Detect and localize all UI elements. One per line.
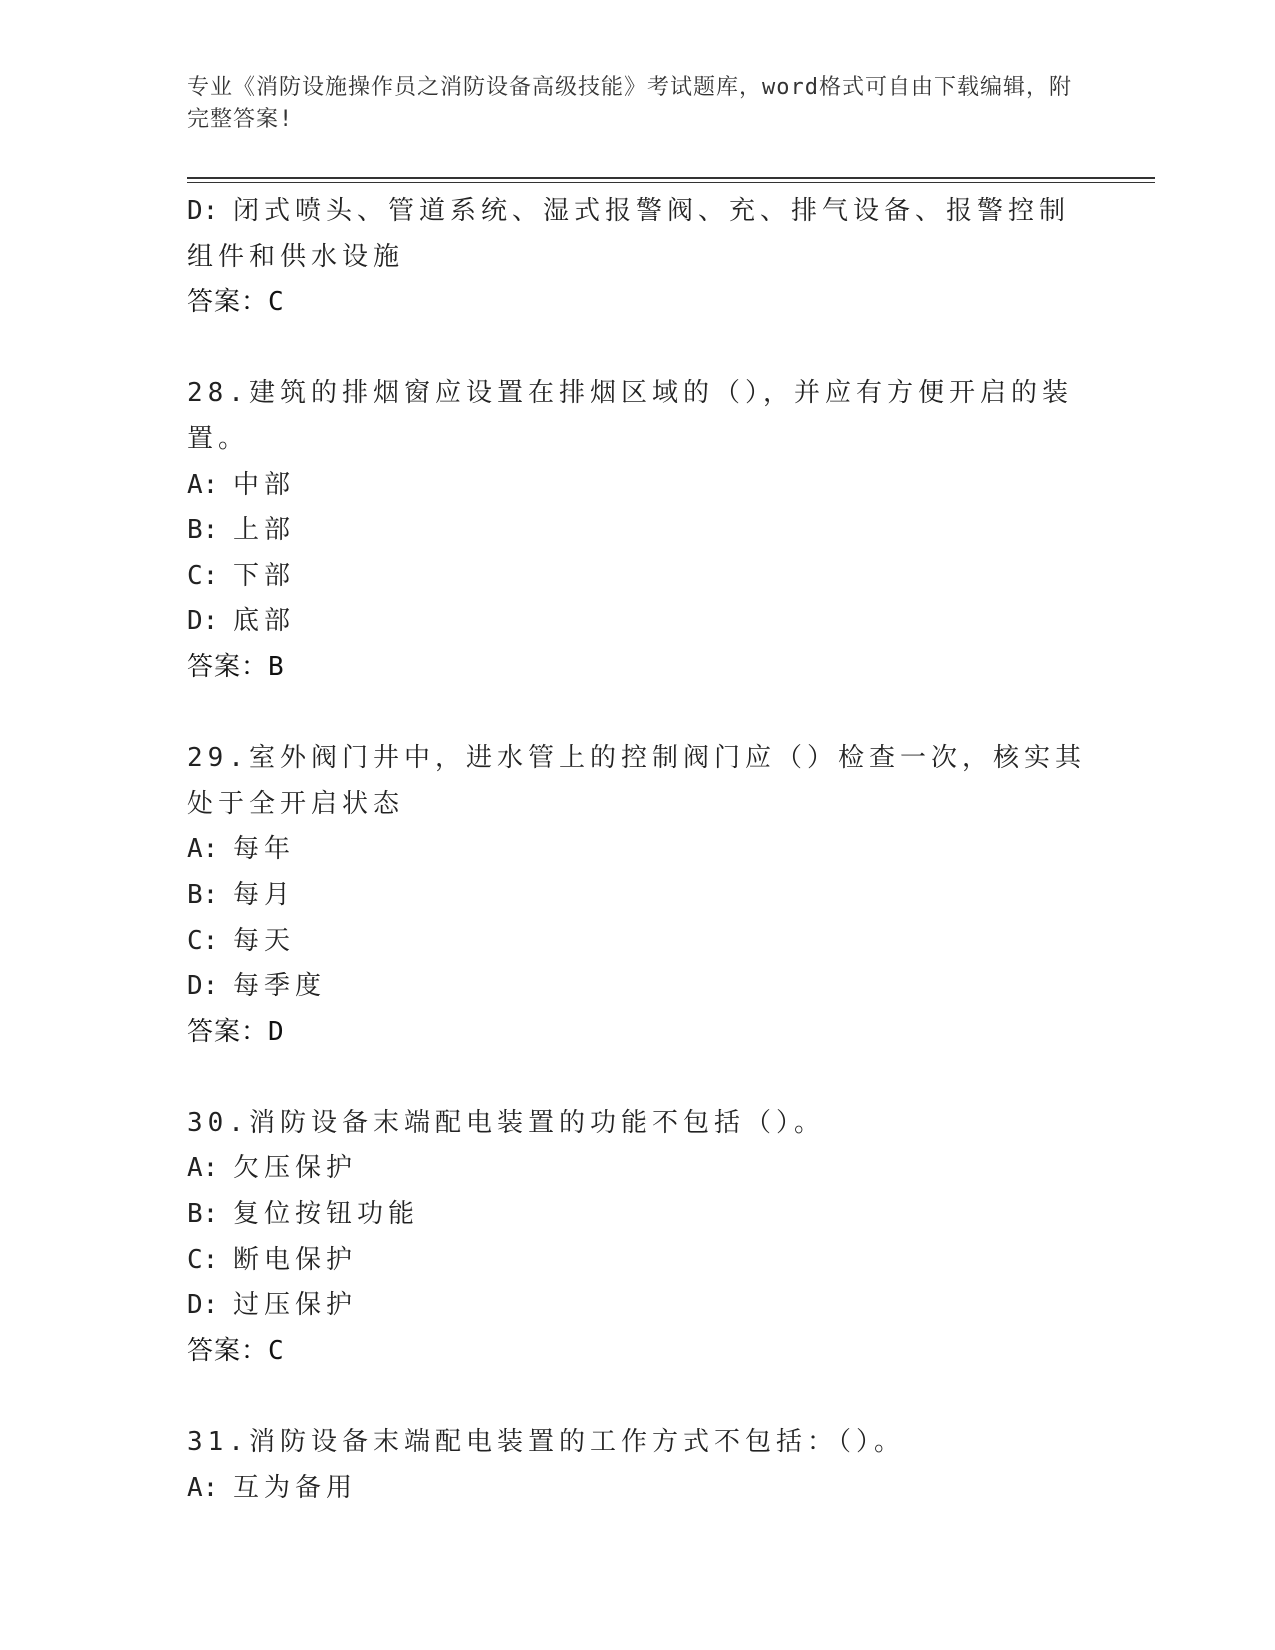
answer-line — [187, 645, 1087, 691]
option-d — [187, 189, 1087, 280]
question-stem: 29.室外阀门井中，进水管上的控制阀门应（）检查一次，核实其处于全开启状态 — [187, 743, 1086, 819]
answer-value: C — [268, 1335, 285, 1366]
answer-value: D — [268, 1016, 285, 1047]
question-block — [187, 371, 1087, 690]
option-letter: D: — [187, 971, 219, 1002]
option-text: 上部 — [233, 515, 296, 546]
option-letter: A: — [187, 1153, 219, 1184]
option-text: 欠压保护 — [233, 1153, 358, 1184]
option-b — [187, 508, 1087, 554]
option-c — [187, 1238, 1087, 1284]
option-text: 中部 — [233, 469, 296, 500]
option-c — [187, 554, 1087, 600]
option-text: 每月 — [233, 879, 296, 910]
option-letter: C: — [187, 1244, 219, 1275]
option-text: 互为备用 — [233, 1472, 358, 1503]
answer-line — [187, 1010, 1087, 1056]
option-text: 闭式喷头、管道系统、湿式报警阀、充、排气设备、报警控制组件和供水设施 — [187, 196, 1071, 272]
header-divider-thin — [187, 182, 1155, 183]
answer-value: B — [268, 651, 285, 682]
question-block — [187, 1101, 1087, 1375]
option-letter: C: — [187, 925, 219, 956]
answer-label: 答案： — [187, 287, 269, 318]
option-text: 断电保护 — [233, 1244, 358, 1275]
header-divider-thick — [187, 177, 1155, 179]
option-letter: B: — [187, 515, 219, 546]
option-letter: A: — [187, 834, 219, 865]
option-letter: A: — [187, 1472, 219, 1503]
option-text: 每季度 — [233, 971, 327, 1002]
option-text: 复位按钮功能 — [233, 1199, 420, 1230]
option-letter: A: — [187, 469, 219, 500]
question-stem: 30.消防设备末端配电装置的功能不包括（）。 — [187, 1107, 825, 1138]
option-text: 过压保护 — [233, 1290, 358, 1321]
spacer — [187, 1055, 1087, 1101]
option-text: 下部 — [233, 560, 296, 591]
option-d — [187, 1283, 1087, 1329]
option-letter: D: — [187, 1290, 219, 1321]
option-b — [187, 873, 1087, 919]
option-text: 每年 — [233, 834, 296, 865]
option-d — [187, 964, 1087, 1010]
option-letter: D: — [187, 606, 219, 637]
answer-value: C — [268, 287, 285, 318]
option-letter: B: — [187, 1199, 219, 1230]
option-d — [187, 599, 1087, 645]
spacer — [187, 691, 1087, 737]
answer-line — [187, 280, 1087, 326]
option-a — [187, 463, 1087, 509]
question-block — [187, 1420, 1087, 1511]
option-a — [187, 1146, 1087, 1192]
answer-label: 答案： — [187, 1016, 269, 1047]
option-letter: C: — [187, 560, 219, 591]
answer-line — [187, 1329, 1087, 1375]
option-c — [187, 919, 1087, 965]
option-letter: D: — [187, 196, 219, 226]
answer-label: 答案： — [187, 651, 269, 682]
document-header: 专业《消防设施操作员之消防设备高级技能》考试题库，word格式可自由下载编辑，附完整答案! — [187, 75, 1072, 132]
option-text: 每天 — [233, 925, 296, 956]
question-stem: 28.建筑的排烟窗应设置在排烟区域的（），并应有方便开启的装置。 — [187, 378, 1073, 454]
option-text: 底部 — [233, 606, 296, 637]
option-a — [187, 827, 1087, 873]
spacer — [187, 1374, 1087, 1420]
option-a — [187, 1466, 1087, 1512]
question-stem: 31.消防设备末端配电装置的工作方式不包括：（）。 — [187, 1427, 905, 1458]
option-b — [187, 1192, 1087, 1238]
answer-label: 答案： — [187, 1335, 269, 1366]
question-block — [187, 736, 1087, 1055]
option-letter: B: — [187, 879, 219, 910]
question-list — [187, 189, 1087, 1511]
spacer — [187, 326, 1087, 372]
